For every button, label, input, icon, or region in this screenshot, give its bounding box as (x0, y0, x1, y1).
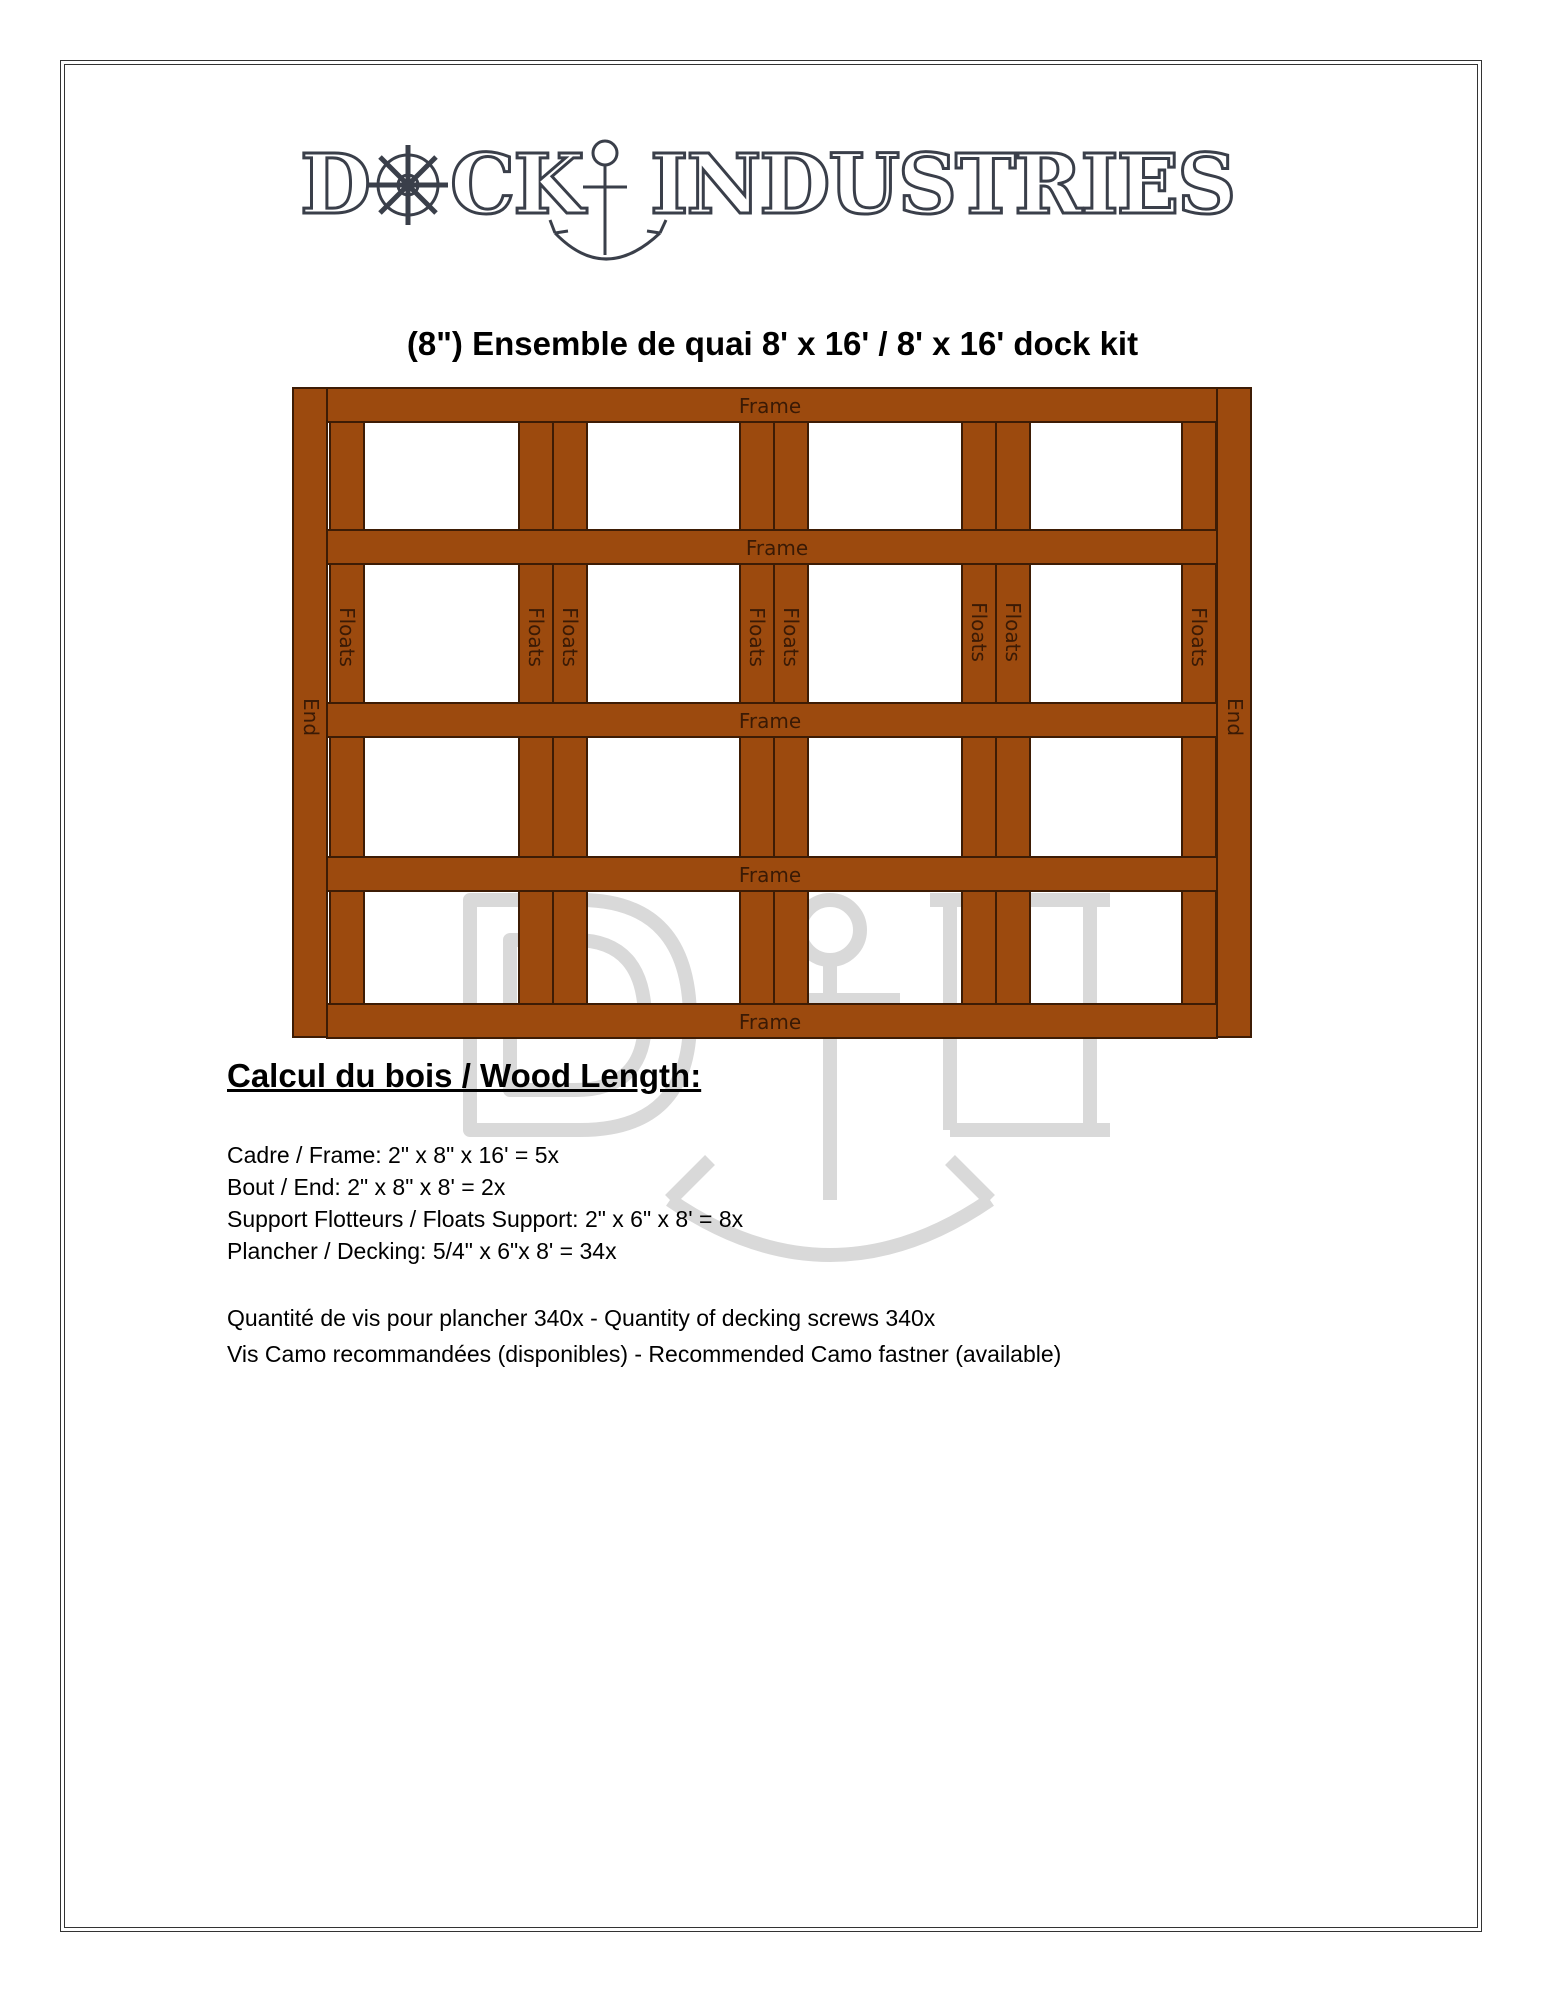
frame-label: Frame (738, 1010, 802, 1034)
floats-label: Floats (524, 607, 548, 667)
material-item-floats-support: Support Flotteurs / Floats Support: 2" x 6" x 8' = 8x (227, 1206, 744, 1232)
note-camo-fastener: Vis Camo recommandées (disponibles) - Recommended Camo fastner (available) (227, 1341, 1062, 1367)
ship-wheel-icon (368, 145, 448, 225)
material-item-frame: Cadre / Frame: 2" x 8" x 16' = 5x (227, 1142, 559, 1168)
floats-label: Floats (1187, 607, 1211, 667)
page-title: (8") Ensemble de quai 8' x 16' / 8' x 16' dock kit (406, 325, 1139, 362)
note-screws: Quantité de vis pour plancher 340x - Quantity of decking screws 340x (227, 1305, 936, 1331)
floats-label: Floats (745, 607, 769, 667)
frame-label: Frame (738, 709, 802, 733)
material-item-end: Bout / End: 2" x 8" x 8' = 2x (227, 1174, 506, 1200)
logo-brand-text: INDUSTRIES (650, 137, 1235, 233)
materials-list (227, 1139, 743, 1267)
floats-label: Floats (967, 602, 991, 662)
frame-label: Frame (745, 536, 809, 560)
frame-label: Frame (738, 394, 802, 418)
floats-label: Floats (558, 607, 582, 667)
floats-label: Floats (335, 607, 359, 667)
dock-frame-diagram (292, 387, 1252, 1039)
wood-length-heading: Calcul du bois / Wood Length: (227, 1057, 702, 1094)
end-label: End (1223, 697, 1247, 737)
frame-label: Frame (738, 863, 802, 887)
material-item-decking: Plancher / Decking: 5/4" x 6"x 8' = 34x (227, 1238, 617, 1264)
end-label: End (299, 697, 323, 737)
notes-list (227, 1300, 1061, 1372)
logo-letters-ck: CK (450, 137, 583, 233)
logo-letter-d: D (300, 137, 370, 233)
dock-industries-logo (300, 135, 1250, 275)
floats-label: Floats (1001, 602, 1025, 662)
floats-label: Floats (779, 607, 803, 667)
